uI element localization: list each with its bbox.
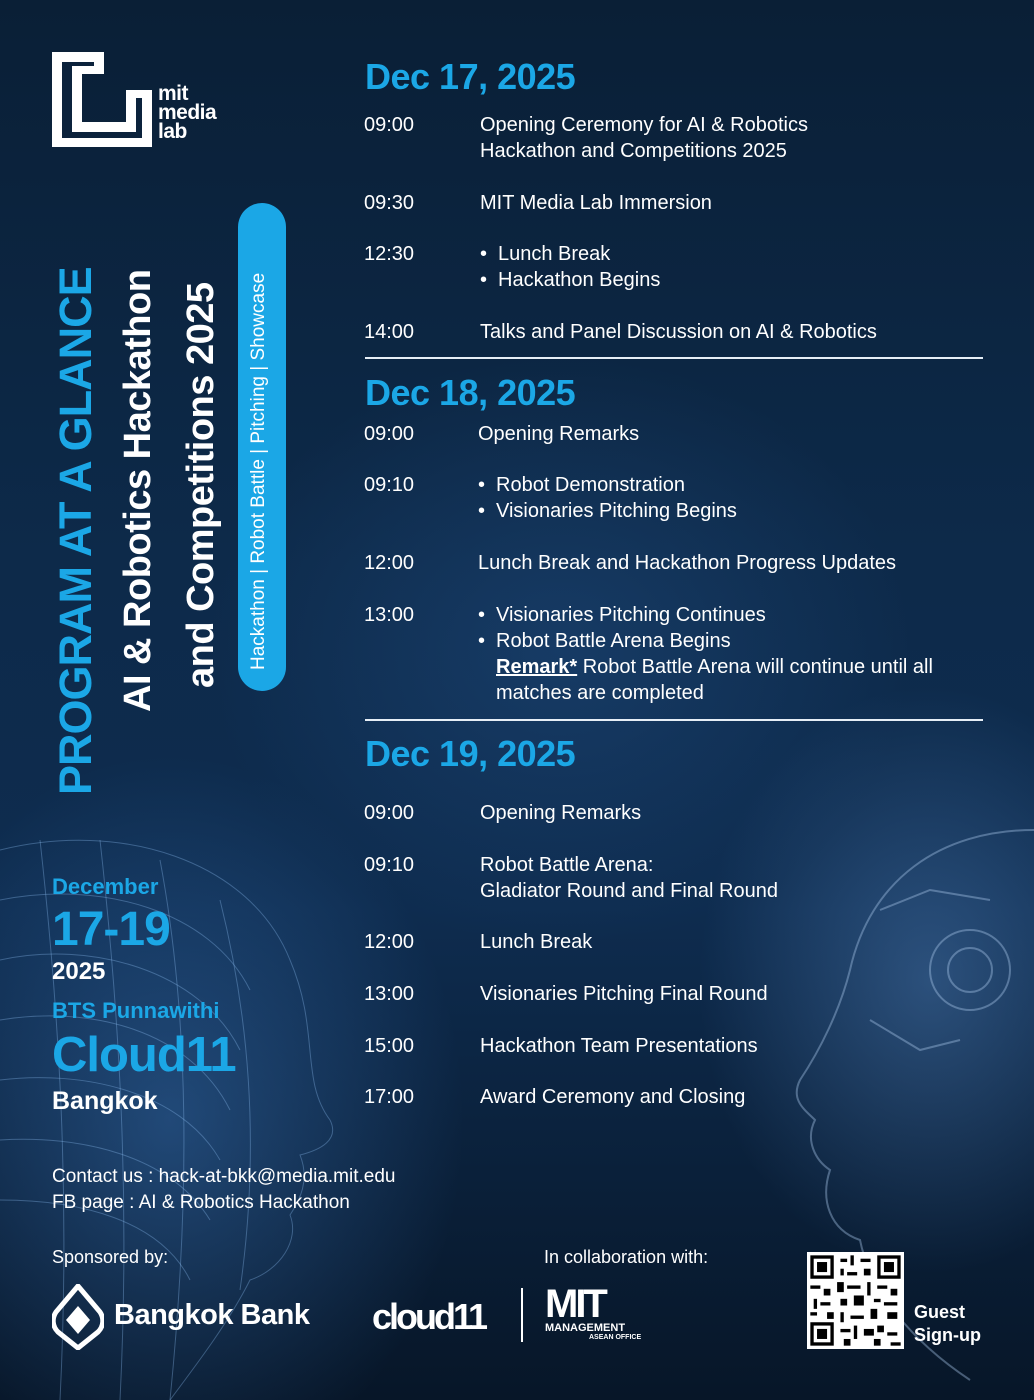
schedule-bullet: • Robot Demonstration xyxy=(478,472,988,498)
tagline-text: Hackathon | Robot Battle | Pitching | Showcase xyxy=(248,272,269,670)
schedule-desc: Visionaries Pitching Final Round xyxy=(480,983,768,1005)
schedule-time: 17:00 xyxy=(364,1086,415,1108)
schedule-time: 12:00 xyxy=(364,552,415,574)
day2-date: Dec 18, 2025 xyxy=(365,372,576,413)
day3-date: Dec 19, 2025 xyxy=(365,733,576,774)
guest-signup-label xyxy=(914,1301,981,1347)
schedule-desc: Opening Remarks xyxy=(478,423,640,445)
schedule-time: 12:30 xyxy=(364,243,415,265)
schedule-desc: Gladiator Round and Final Round xyxy=(480,880,778,902)
event-month: December xyxy=(52,874,159,899)
mit-media-lab-wordmark xyxy=(158,84,216,141)
guest-signup-line-2: Sign-up xyxy=(914,1325,981,1345)
event-station: BTS Punnawithi xyxy=(52,998,220,1023)
schedule-desc: Lunch Break xyxy=(480,931,593,953)
mit-management-mid: MANAGEMENT xyxy=(545,1322,626,1334)
schedule-time: 13:00 xyxy=(364,983,415,1005)
schedule-desc: Hackathon Team Presentations xyxy=(480,1035,758,1057)
event-city: Bangkok xyxy=(52,1087,158,1115)
event-venue: Cloud11 xyxy=(52,1028,236,1082)
remark-label: Remark* xyxy=(496,656,578,678)
schedule-bullet: • Hackathon Begins xyxy=(480,267,990,293)
logo-line-3: lab xyxy=(158,120,187,143)
event-days: 17-19 xyxy=(52,903,170,956)
contact-email[interactable]: Contact us : hack-at-bkk@media.mit.edu xyxy=(52,1166,396,1187)
schedule-time: 09:30 xyxy=(364,192,415,214)
mit-management-small: ASEAN OFFICE xyxy=(589,1334,642,1341)
bangkok-bank-lotus-icon xyxy=(52,1284,104,1350)
schedule-time: 13:00 xyxy=(364,604,415,626)
logo-line-2: media xyxy=(158,101,217,124)
schedule-desc: Robot Battle Arena: xyxy=(480,854,654,876)
schedule-bullet: • Lunch Break xyxy=(480,241,990,267)
schedule-time: 09:10 xyxy=(364,854,415,876)
day1-date: Dec 17, 2025 xyxy=(365,56,576,97)
schedule-desc: Talks and Panel Discussion on AI & Robotics xyxy=(480,321,877,343)
remark-note xyxy=(478,654,988,706)
cloud11-logo: cloud11 xyxy=(372,1296,486,1337)
schedule-desc: Opening Ceremony for AI & Robotics xyxy=(480,114,808,136)
schedule-time: 09:00 xyxy=(364,802,415,824)
event-year: 2025 xyxy=(52,958,106,985)
schedule-desc: MIT Media Lab Immersion xyxy=(480,192,712,214)
schedule-desc: Hackathon and Competitions 2025 xyxy=(480,140,787,162)
schedule-time: 15:00 xyxy=(364,1035,415,1057)
mit-management-big: MIT xyxy=(545,1282,605,1326)
mit-management-logo xyxy=(545,1282,642,1342)
logo-line-1: mit xyxy=(158,82,188,105)
remark-text: Robot Battle Arena will continue until all matches are completed xyxy=(496,656,933,704)
logo-divider xyxy=(521,1288,523,1342)
schedule-time: 09:00 xyxy=(364,114,415,136)
schedule-bullet: • Visionaries Pitching Continues xyxy=(478,602,988,628)
collaboration-label: In collaboration with: xyxy=(544,1247,709,1267)
qr-code[interactable] xyxy=(807,1252,904,1349)
program-at-a-glance-title: PROGRAM AT A GLANCE xyxy=(50,267,101,795)
contact-fb-page[interactable]: FB page : AI & Robotics Hackathon xyxy=(52,1192,350,1213)
schedule-bullet: • Visionaries Pitching Begins xyxy=(478,498,988,524)
schedule-time: 12:00 xyxy=(364,931,415,953)
guest-signup-line-1: Guest xyxy=(914,1302,966,1322)
event-title-line-2: and Competitions 2025 xyxy=(180,282,222,688)
schedule-desc: Lunch Break and Hackathon Progress Updates xyxy=(478,552,897,574)
day-divider xyxy=(365,357,983,359)
sponsored-by-label: Sponsored by: xyxy=(52,1247,169,1267)
schedule-desc: Award Ceremony and Closing xyxy=(480,1086,746,1108)
bangkok-bank-logo-text: Bangkok Bank xyxy=(114,1299,310,1331)
schedule-desc: Opening Remarks xyxy=(480,802,642,824)
schedule-bullet: • Robot Battle Arena Begins xyxy=(478,628,988,654)
event-title-line-1: AI & Robotics Hackathon xyxy=(117,269,159,712)
schedule-time: 09:00 xyxy=(364,423,415,445)
day-divider xyxy=(365,719,983,721)
schedule-time: 09:10 xyxy=(364,474,415,496)
schedule-time: 14:00 xyxy=(364,321,415,343)
